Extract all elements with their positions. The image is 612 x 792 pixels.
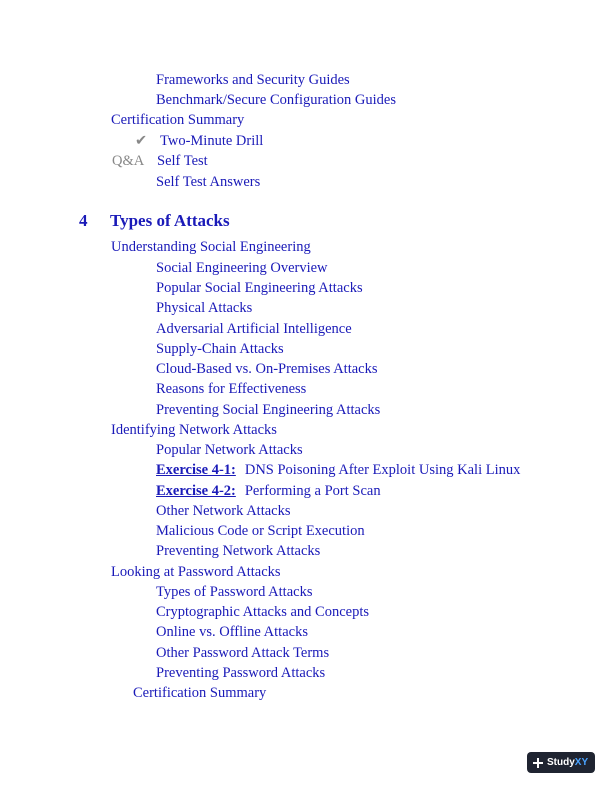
chapter-heading[interactable] (79, 211, 230, 231)
toc-entry-two-minute-drill[interactable]: Two-Minute Drill (160, 133, 264, 149)
toc-entry-benchmark[interactable]: Benchmark/Secure Configuration Guides (156, 92, 396, 108)
toc-entry-cert-summary[interactable]: Certification Summary (111, 112, 245, 128)
toc-entry[interactable]: Online vs. Offline Attacks (156, 624, 308, 640)
exercise-title: Performing a Port Scan (244, 483, 381, 499)
toc-section-social-engineering[interactable]: Understanding Social Engineering (111, 239, 311, 255)
toc-entry[interactable]: Other Password Attack Terms (156, 645, 330, 661)
plus-icon (533, 758, 543, 768)
toc-entry[interactable]: Social Engineering Overview (156, 260, 328, 276)
exercise-label: Exercise 4-1: (156, 462, 236, 478)
toc-entry[interactable]: Types of Password Attacks (156, 584, 313, 600)
toc-section-password-attacks[interactable]: Looking at Password Attacks (111, 564, 281, 580)
toc-entry[interactable]: Popular Network Attacks (156, 442, 303, 458)
toc-entry[interactable]: Supply-Chain Attacks (156, 341, 284, 357)
toc-entry[interactable]: Popular Social Engineering Attacks (156, 280, 363, 296)
toc-entry[interactable]: Preventing Password Attacks (156, 665, 326, 681)
chapter-title: Types of Attacks (110, 211, 230, 230)
toc-entry[interactable]: Preventing Network Attacks (156, 543, 321, 559)
toc-entry[interactable]: Cloud-Based vs. On-Premises Attacks (156, 361, 378, 377)
toc-exercise-4-1[interactable] (156, 461, 520, 479)
toc-entry[interactable]: Physical Attacks (156, 300, 253, 316)
toc-section-network-attacks[interactable]: Identifying Network Attacks (111, 422, 277, 438)
toc-entry-cert-summary[interactable]: Certification Summary (133, 685, 267, 701)
chapter-number: 4 (79, 211, 88, 230)
exercise-label: Exercise 4-2: (156, 483, 236, 499)
badge-text: Study (547, 757, 575, 768)
studyxy-badge[interactable] (527, 752, 595, 773)
toc-entry[interactable]: Malicious Code or Script Execution (156, 523, 365, 539)
toc-entry[interactable]: Cryptographic Attacks and Concepts (156, 604, 370, 620)
toc-entry[interactable]: Other Network Attacks (156, 503, 291, 519)
toc-entry[interactable]: Reasons for Effectiveness (156, 381, 307, 397)
toc-entry[interactable]: Adversarial Artificial Intelligence (156, 321, 352, 337)
toc-entry[interactable]: Preventing Social Engineering Attacks (156, 402, 381, 418)
toc-entry-frameworks[interactable]: Frameworks and Security Guides (156, 72, 350, 88)
toc-entry-self-test[interactable]: Self Test (157, 153, 208, 169)
checkmark-icon: ✔ (135, 133, 148, 149)
exercise-title: DNS Poisoning After Exploit Using Kali Linux (244, 462, 521, 478)
qa-label: Q&A (112, 153, 145, 169)
toc-entry-self-test-answers[interactable]: Self Test Answers (156, 174, 261, 190)
toc-exercise-4-2[interactable] (156, 482, 381, 500)
badge-text-accent: XY (574, 757, 589, 768)
